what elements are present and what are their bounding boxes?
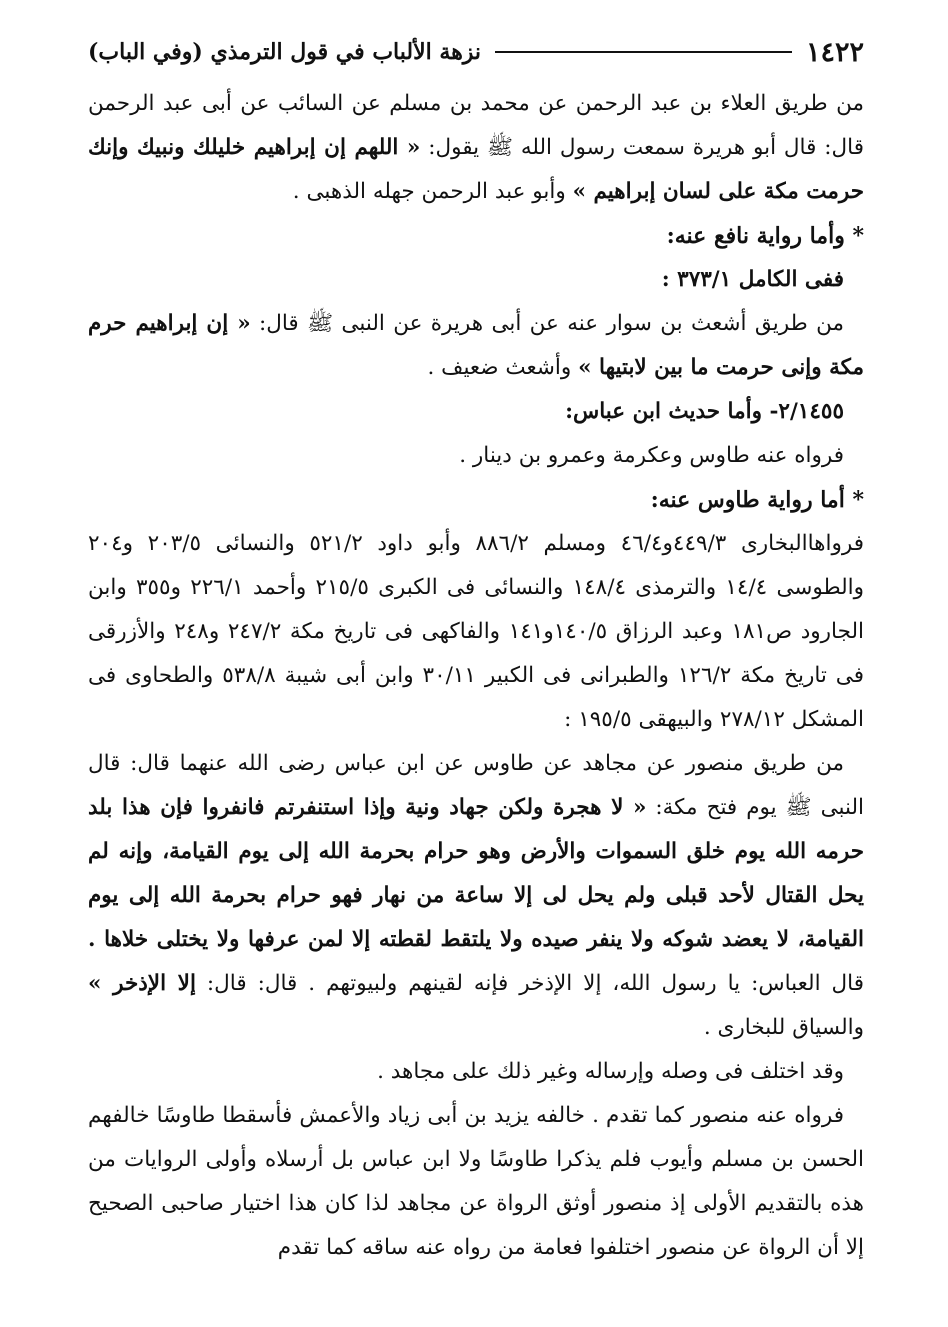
paragraph-2: ففى الكامل ٣٧٣/١ : [661,267,844,292]
paragraph-6-text: من طريق منصور عن مجاهد عن طاوس عن ابن عباس رضى الله عنهما قال: قال النبى ﷺ يوم فتح مكة: [88,751,864,820]
paragraph-1-quote: « اللهم إن إبراهيم خليلك ونبيك وإنك حرمت مكة على لسان إبراهيم » [88,135,864,204]
paragraph-4: فرواه عنه طاوس وعكرمة وعمرو بن دينار . [459,443,844,468]
page-number: ١٤٢٢ [805,36,864,68]
paragraph-1-text: من طريق العلاء بن عبد الرحمن عن محمد بن مسلم عن السائب عن أبى عبد الرحمن قال: قال أبو هريرة سمعت رسول الله ﷺ يقول: [88,91,864,160]
heading-tawus-text: أما رواية طاوس عنه: [650,487,853,513]
paragraph-6-quote2: إلا الإذخر » [88,971,196,996]
running-header [88,30,864,74]
heading-tawus [88,478,864,522]
heading-ibn-abbas: ٢/١٤٥٥- وأما حديث ابن عباس: [565,399,844,424]
star-icon: * [852,223,864,249]
page-body [88,82,864,1270]
paragraph-6 [88,742,864,1050]
header-rule [495,51,792,53]
paragraph-6-middle: قال العباس: يا رسول الله، إلا الإذخر فإنه لقينهم ولبيوتهم . قال: قال: [195,971,864,996]
paragraph-6-after: والسياق للبخارى . [703,1015,864,1040]
paragraph-5: فرواهاالبخارى ٤٤٩/٣و٤٦/٤ ومسلم ٨٨٦/٢ وأبو داود ٥٢١/٢ والنسائى ٢٠٣/٥ و٢٠٤ والطوسى ١٤/٤ والترمذى ١٤٨/٤ والنسائى فى الكبرى ٢١٥/٥ وأحمد ٢٢٦/١ و٣٥٥ وابن الجارود ص١٨١ وعبد الرزاق ١٤٠/٥و١٤١ والفاكهى فى تاريخ مكة ٢٤٧/٢ و٢٤٨ والأزرقى فى تاريخ مكة ١٢٦/٢ والطبرانى فى الكبير ٣٠/١١ وابن أبى شيبة ٥٣٨/٨ والطحاوى فى المشكل ٢٧٨/١٢ والبيهقى ١٩٥/٥ : [88,531,865,732]
paragraph-3-text: من طريق أشعث بن سوار عنه عن أبى هريرة عن النبى ﷺ قال: [250,311,844,336]
paragraph-6-quote: « لا هجرة ولكن جهاد ونية وإذا استنفرتم فانفروا فإن هذا بلد حرمه الله يوم خلق السموات والأرض وهو حرام بحرمة الله إلى يوم القيامة، وإنه لم يحل القتال لأحد قبلى ولم يحل لى إلا ساعة من نهار فهو حرام بحرمة الله إلى يوم القيامة، لا يعضد شوكه ولا ينفر صيده ولا يلتقط لقطته إلا لمن عرفها ولا يختلى خلاها . [88,795,864,952]
paragraph-7: وقد اختلف فى وصله وإرساله وغير ذلك على مجاهد . [377,1059,844,1084]
paragraph-3-after: وأشعث ضعيف . [427,355,579,380]
paragraph-1 [88,82,864,214]
heading-nafi [88,214,864,258]
header-title: نزهة الألباب في قول الترمذي (وفي الباب) [88,39,482,65]
paragraph-8: فرواه عنه منصور كما تقدم . خالفه يزيد بن أبى زياد والأعمش فأسقطا طاوسًا خالفهم الحسن بن مسلم وأيوب فلم يذكرا طاوسًا ولا ابن عباس بل أرسلاه وأولى الروايات من هذه بالتقديم الأولى إذ منصور أوثق الرواة عن مجاهد لذا كان هذا اختيار صاحبى الصحيح إلا أن الرواة عن منصور اختلفوا فعامة من رواه عنه ساقه كما تقدم [88,1103,864,1260]
heading-nafi-text: وأما رواية نافع عنه: [666,223,853,249]
paragraph-3-quote: « إن إبراهيم حرم مكة وإنى حرمت ما بين لابتيها » [88,311,864,380]
star-icon: * [852,487,864,513]
paragraph-3 [88,302,864,390]
paragraph-1-after: وأبو عبد الرحمن جهله الذهبى . [292,179,573,204]
